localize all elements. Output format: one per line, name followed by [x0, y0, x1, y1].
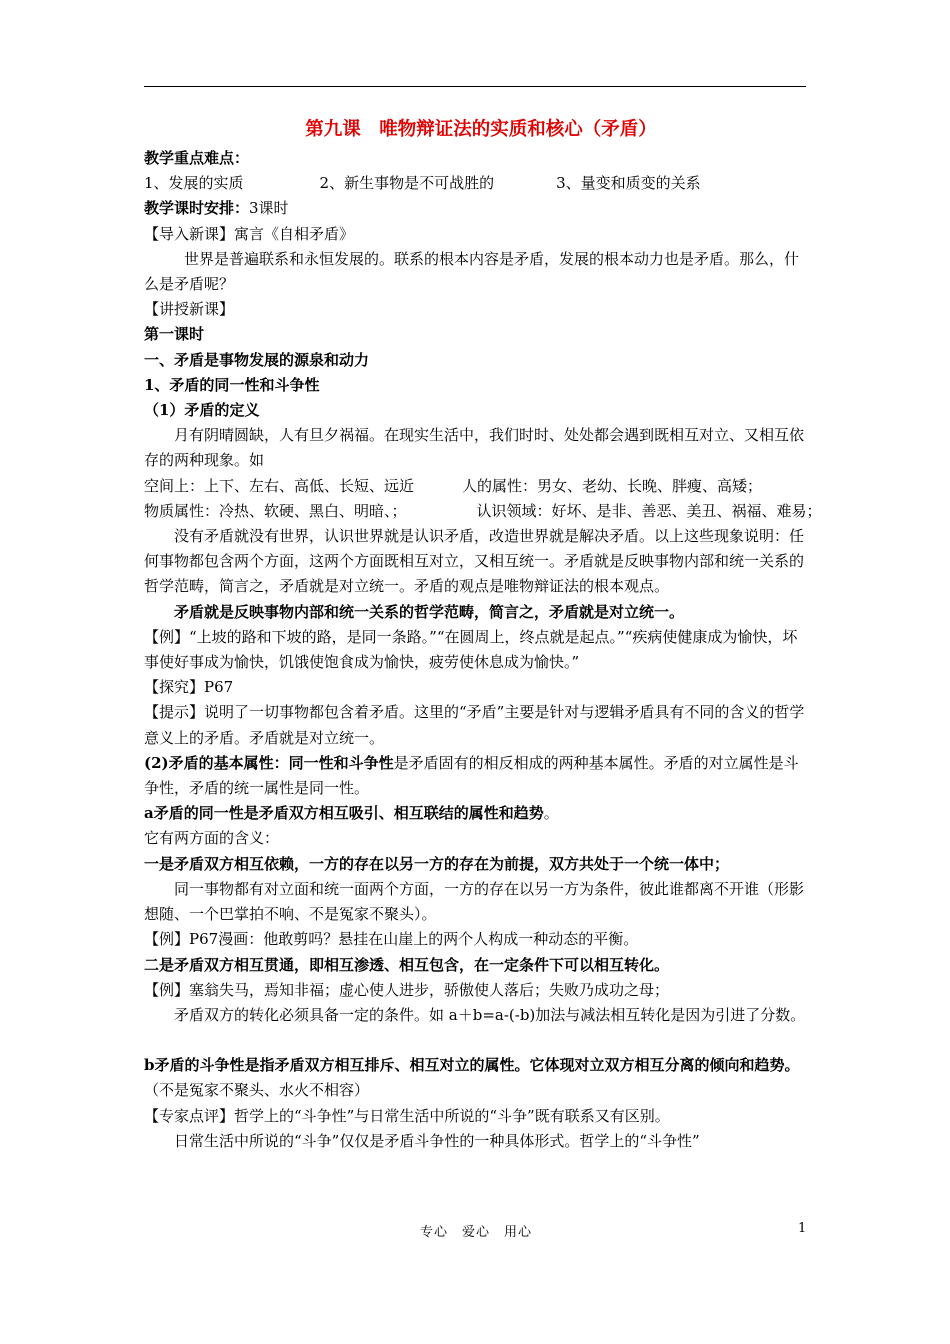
header-rule: [144, 86, 806, 87]
matter-examples: 物质属性：冷热、软硬、黑白、明暗、；: [144, 501, 407, 520]
human-examples: 人的属性：男女、老幼、长晚、胖瘦、高矮；: [462, 476, 763, 495]
expert-comment: [144, 1104, 808, 1129]
meaning-1-bold: 一是矛盾双方相互依赖，一方的存在以另一方的存在为前提，双方共处于一个统一体中；: [144, 854, 730, 873]
meaning-2-bold: 二是矛盾双方相互贯通，即相互渗透、相互包含，在一定条件下可以相互转化。: [144, 955, 670, 974]
intro-paragraph: 世界是普遍联系和永恒发展的。联系的根本内容是矛盾，发展的根本动力也是矛盾。那么，什么是矛盾呢？: [144, 249, 800, 294]
focus-label: 教学重点难点：: [144, 149, 250, 167]
transform-paragraph: 矛盾双方的转化必须具备一定的条件。如 a＋b=a-(-b)加法与减法相互转化是因为引进了分数。: [174, 1005, 806, 1024]
document-body: [144, 116, 822, 1154]
hours-label: 教学课时安排：: [144, 199, 250, 218]
example-2-text: P67漫画：他敢剪吗？悬挂在山崖上的两个人构成一种动态的平衡。: [189, 930, 639, 949]
intro-line: [144, 222, 808, 247]
focus-item-3: 3、量变和质变的关系: [556, 174, 701, 193]
example-3-text: 塞翁失马，焉知非福；虚心使人进步，骄傲使人落后；失败乃成功之母；: [189, 980, 670, 999]
definition-bold: 矛盾就是反映事物内部和统一关系的哲学范畴，简言之，矛盾就是对立统一。: [174, 602, 685, 621]
space-examples: 空间上：上下、左右、高低、长短、远近: [144, 476, 415, 495]
hint-text: 说明了一切事物都包含着矛盾。这里的“矛盾”主要是针对与逻辑矛盾具有不同的含义的哲学意义上的矛盾。矛盾就是对立统一。: [144, 703, 805, 747]
footer-motto: 专心 爱心 用心: [420, 1225, 533, 1240]
section-heading-1: 一、矛盾是事物发展的源泉和动力: [144, 350, 370, 369]
page-number: 1: [798, 1221, 807, 1236]
example-1-tag: 【例】: [144, 627, 190, 646]
section-heading-2: 1、矛盾的同一性和斗争性: [144, 375, 320, 394]
example-1-text: “上坡的路和下坡的路，是同一条路。”“在圆周上，终点就是起点。”“疾病使健康成为愉快，坏事使好事成为愉快，饥饿使饱食成为愉快，疲劳使休息成为愉快。”: [144, 627, 798, 672]
identity-bold: a矛盾的同一性是矛盾双方相互吸引、相互联结的属性和趋势: [144, 804, 544, 823]
hours-value: 3课时: [249, 199, 289, 218]
explore-line: [144, 675, 808, 700]
explore-text: P67: [204, 678, 234, 697]
struggle-example: （不是冤家不聚头、水火不相容）: [144, 1081, 370, 1100]
example-2: [144, 927, 808, 952]
meaning-1-text: 同一事物都有对立面和统一面两个方面，一方的存在以另一方为条件，彼此谁都离不开谁（形影想随、一个巴掌拍不响、不是冤家不聚头）。: [144, 879, 805, 924]
attribute-paragraph: [144, 751, 808, 801]
struggle-heading: b矛盾的斗争性是指矛盾双方相互排斥、相互对立的属性。它体现对立双方相互分离的倾向和趋势。: [144, 1056, 800, 1075]
attribute-text: 是矛盾固有的相反相成的两种基本属性。矛盾的对立属性是斗争性，矛盾的统一属性是同一性。: [144, 753, 799, 798]
definition-paragraph-2: 没有矛盾就没有世界，认识世界就是认识矛盾，改造世界就是解决矛盾。以上这些现象说明：任何事物都包含两个方面，这两个方面既相互对立，又相互统一。矛盾就是反映事物内部和统一关系的哲学范畴，简言之，矛盾就是对立统一。矛盾的观点是唯物辩证法的根本观点。: [144, 527, 805, 596]
focus-item-2: 2、新生事物是不可战胜的: [319, 174, 495, 193]
cognition-examples: 认识领域：好坏、是非、善恶、美丑、祸福、难易；: [476, 501, 822, 520]
page-title: 第九课 唯物辩证法的实质和核心（矛盾）: [305, 119, 657, 140]
intro-text: 寓言《自相矛盾》: [234, 224, 355, 243]
explore-tag: 【探究】: [144, 678, 205, 697]
example-3: [144, 978, 808, 1003]
two-meanings: 它有两方面的含义：: [144, 829, 280, 848]
focus-items: [144, 171, 808, 196]
hint-tag: 【提示】: [144, 703, 205, 722]
expert-text: 哲学上的“斗争性”与日常生活中所说的“斗争”既有联系又有区别。: [234, 1106, 670, 1125]
last-paragraph: 日常生活中所说的“斗争”仅仅是矛盾斗争性的一种具体形式。哲学上的“斗争性”: [174, 1131, 700, 1150]
attribute-bold: (2)矛盾的基本属性：同一性和斗争性: [144, 753, 394, 772]
examples-line-1: [144, 474, 808, 499]
hint-paragraph: [144, 700, 808, 750]
examples-line-2: [144, 499, 822, 524]
definition-paragraph-1: 月有阴晴圆缺，人有旦夕祸福。在现实生活中，我们时时、处处都会遇到既相互对立、又相互依存的两种现象。如: [144, 426, 805, 470]
example-2-tag: 【例】: [144, 930, 190, 949]
teach-tag: 【讲授新课】: [144, 300, 235, 319]
section-heading-3: （1）矛盾的定义: [144, 401, 260, 420]
example-3-tag: 【例】: [144, 980, 190, 999]
identity-heading: [144, 801, 808, 826]
focus-item-1: 1、发展的实质: [144, 174, 244, 193]
identity-end: 。: [543, 804, 559, 823]
example-1: [144, 625, 808, 675]
blank-line: [144, 1028, 808, 1053]
hours-line: [144, 196, 808, 221]
intro-tag: 【导入新课】: [144, 224, 235, 243]
lesson-1-heading: 第一课时: [144, 325, 205, 344]
expert-tag: 【专家点评】: [144, 1106, 235, 1125]
